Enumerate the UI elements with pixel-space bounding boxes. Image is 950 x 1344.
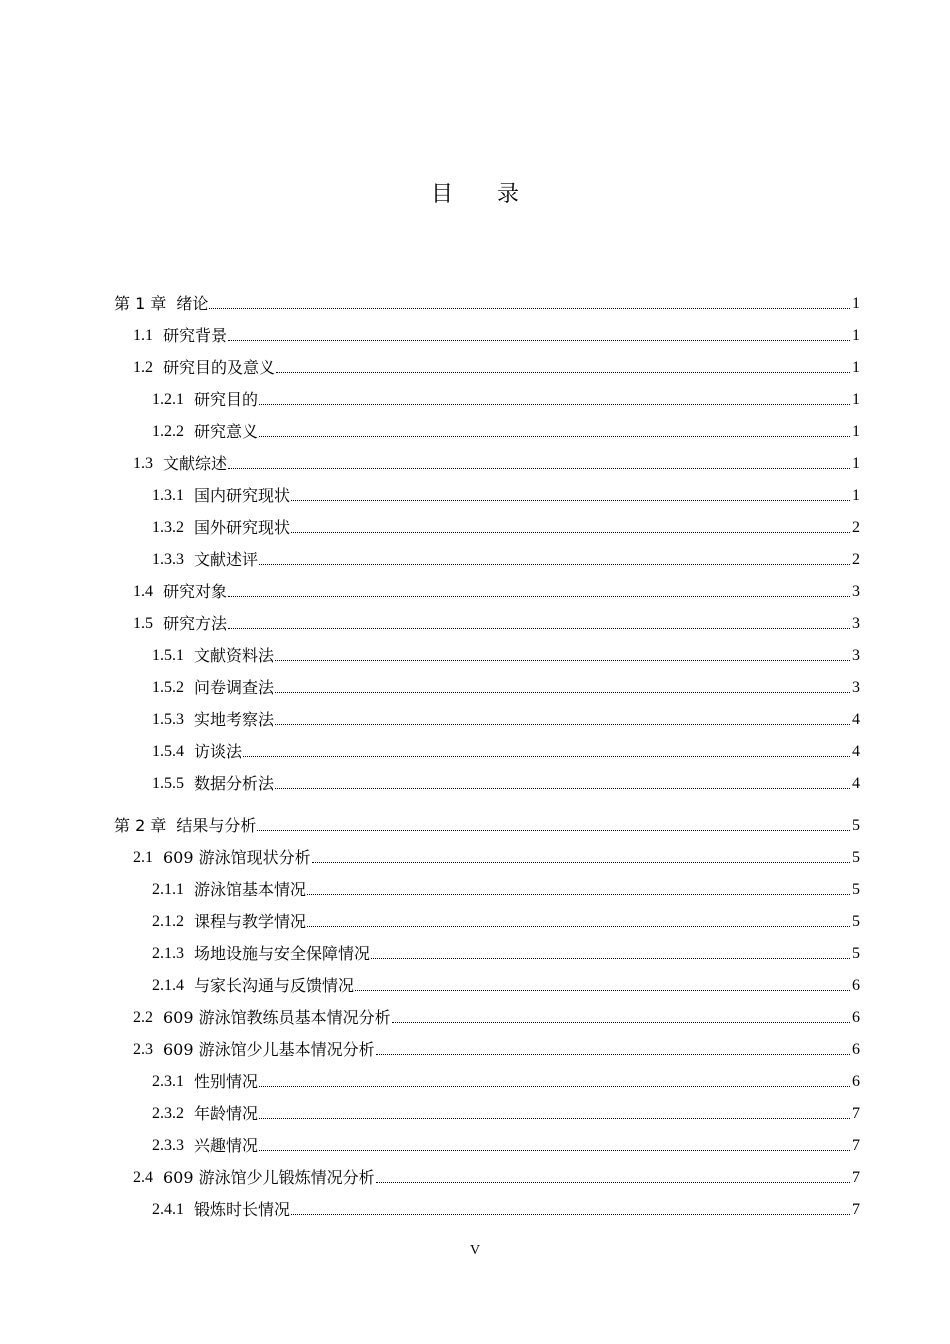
toc-entry[interactable]: [152, 1196, 860, 1220]
toc-dot-leader: [276, 372, 850, 373]
toc-entry-page: 5: [852, 849, 860, 866]
toc-entry[interactable]: [133, 1036, 860, 1060]
toc-dot-leader: [291, 1214, 850, 1215]
toc-dot-leader: [228, 596, 850, 597]
toc-entry-page: 4: [852, 711, 860, 728]
toc-entry-page: 1: [852, 295, 860, 312]
toc-dot-leader: [275, 692, 850, 693]
toc-entry-number: 2.1.4: [152, 977, 184, 994]
toc-entry[interactable]: [133, 322, 860, 346]
toc-entry[interactable]: [152, 642, 860, 666]
toc-dot-leader: [243, 756, 850, 757]
toc-entry-page: 3: [852, 679, 860, 696]
toc-entry[interactable]: [152, 876, 860, 900]
toc-entry-page: 6: [852, 977, 860, 994]
toc-entry-label: 文献资料法: [194, 646, 275, 665]
toc-dot-leader: [376, 1054, 850, 1055]
toc-chapter-entry[interactable]: [114, 290, 860, 314]
toc-entry[interactable]: [152, 674, 860, 698]
toc-entry-number: 1.5.4: [152, 743, 184, 760]
toc-entry-page: 3: [852, 583, 860, 600]
toc-entry-number: 2.2: [133, 1009, 153, 1026]
toc-entry-number: 第 2 章: [114, 816, 167, 835]
toc-dot-leader: [228, 628, 850, 629]
toc-entry-number: 1.3: [133, 455, 153, 472]
toc-entry-label: 实地考察法: [194, 710, 275, 729]
toc-entry-number: 2.1.3: [152, 945, 184, 962]
toc-dot-leader: [355, 990, 850, 991]
toc-entry-number: 1.3.2: [152, 519, 184, 536]
toc-entry[interactable]: [133, 450, 860, 474]
toc-dot-leader: [312, 862, 850, 863]
toc-entry[interactable]: [133, 578, 860, 602]
toc-entry[interactable]: [133, 1164, 860, 1188]
toc-entry-number: 2.4.1: [152, 1201, 184, 1218]
toc-entry-page: 6: [852, 1041, 860, 1058]
toc-entry-number: 2.1.2: [152, 913, 184, 930]
toc-entry-page: 3: [852, 647, 860, 664]
toc-entry-number: 2.3.3: [152, 1137, 184, 1154]
toc-entry-number: 第 1 章: [114, 294, 167, 313]
toc-entry-label: 绪论: [176, 294, 209, 313]
toc-entry[interactable]: [152, 546, 860, 570]
toc-entry-number: 1.1: [133, 327, 153, 344]
toc-entry-number: 1.2.2: [152, 423, 184, 440]
toc-entry[interactable]: [152, 706, 860, 730]
toc-entry-page: 1: [852, 423, 860, 440]
toc-entry-number: 1.5.5: [152, 775, 184, 792]
toc-entry-number: 2.1.1: [152, 881, 184, 898]
toc-entry-number: 2.3.1: [152, 1073, 184, 1090]
toc-dot-leader: [259, 404, 850, 405]
toc-dot-leader: [228, 340, 850, 341]
toc-entry-label: 与家长沟通与反馈情况: [194, 976, 355, 995]
toc-entry-page: 6: [852, 1009, 860, 1026]
toc-dot-leader: [275, 788, 850, 789]
toc-entry-label: 609 游泳馆教练员基本情况分析: [163, 1008, 391, 1027]
toc-entry[interactable]: [133, 610, 860, 634]
toc-entry-page: 1: [852, 359, 860, 376]
toc-entry-label: 研究对象: [163, 582, 228, 601]
toc-entry[interactable]: [152, 1132, 860, 1156]
toc-entry-number: 1.2: [133, 359, 153, 376]
toc-entry-number: 1.5.3: [152, 711, 184, 728]
toc-entry-label: 游泳馆基本情况: [194, 880, 307, 899]
toc-entry-label: 兴趣情况: [194, 1136, 259, 1155]
toc-entry-label: 国外研究现状: [194, 518, 291, 537]
toc-entry-page: 4: [852, 743, 860, 760]
toc-entry-label: 访谈法: [194, 742, 243, 761]
toc-dot-leader: [291, 500, 850, 501]
toc-dot-leader: [392, 1022, 850, 1023]
toc-entry-label: 问卷调查法: [194, 678, 275, 697]
toc-entry-page: 5: [852, 913, 860, 930]
toc-entry-page: 1: [852, 487, 860, 504]
toc-entry-page: 7: [852, 1137, 860, 1154]
toc-entry[interactable]: [152, 940, 860, 964]
toc-dot-leader: [371, 958, 850, 959]
toc-entry-label: 研究背景: [163, 326, 228, 345]
page-number: V: [469, 1243, 481, 1258]
toc-entry-number: 2.3: [133, 1041, 153, 1058]
toc-entry-label: 性别情况: [194, 1072, 259, 1091]
toc-entry-label: 文献述评: [194, 550, 259, 569]
toc-dot-leader: [259, 1150, 850, 1151]
toc-dot-leader: [275, 660, 850, 661]
toc-entry-number: 2.4: [133, 1169, 153, 1186]
toc-entry-label: 年龄情况: [194, 1104, 259, 1123]
toc-entry-page: 2: [852, 551, 860, 568]
toc-entry-label: 研究目的及意义: [163, 358, 276, 377]
toc-entry[interactable]: [152, 1100, 860, 1124]
toc-dot-leader: [209, 308, 850, 309]
toc-entry[interactable]: [152, 908, 860, 932]
toc-entry-label: 研究目的: [194, 390, 259, 409]
toc-dot-leader: [257, 830, 850, 831]
toc-entry[interactable]: [152, 482, 860, 506]
toc-entry-number: 1.5.1: [152, 647, 184, 664]
toc-chapter-entry[interactable]: [114, 812, 860, 836]
toc-entry-number: 1.2.1: [152, 391, 184, 408]
toc-entry-page: 7: [852, 1201, 860, 1218]
toc-dot-leader: [259, 1118, 850, 1119]
toc-entry[interactable]: [152, 770, 860, 794]
page-title: 目录: [430, 182, 563, 207]
toc-entry-page: 5: [852, 817, 860, 834]
toc-entry[interactable]: [152, 386, 860, 410]
toc-entry-page: 2: [852, 519, 860, 536]
toc-entry[interactable]: [152, 418, 860, 442]
toc-entry[interactable]: [133, 844, 860, 868]
toc-entry-label: 609 游泳馆少儿锻炼情况分析: [163, 1168, 375, 1187]
toc-entry[interactable]: [152, 1068, 860, 1092]
toc-entry-page: 6: [852, 1073, 860, 1090]
toc-entry-number: 1.4: [133, 583, 153, 600]
toc-entry-page: 3: [852, 615, 860, 632]
toc-dot-leader: [307, 926, 850, 927]
toc-dot-leader: [259, 564, 850, 565]
toc-entry[interactable]: [152, 972, 860, 996]
toc-entry[interactable]: [152, 738, 860, 762]
toc-entry-label: 文献综述: [163, 454, 228, 473]
toc-entry-number: 1.3.1: [152, 487, 184, 504]
toc-entry[interactable]: [152, 514, 860, 538]
toc-entry-number: 1.5.2: [152, 679, 184, 696]
toc-entry-page: 5: [852, 945, 860, 962]
toc-dot-leader: [259, 1086, 850, 1087]
toc-dot-leader: [275, 724, 850, 725]
toc-entry-page: 4: [852, 775, 860, 792]
toc-entry-page: 1: [852, 391, 860, 408]
toc-entry-number: 2.3.2: [152, 1105, 184, 1122]
toc-entry-label: 研究意义: [194, 422, 259, 441]
toc-entry-label: 609 游泳馆现状分析: [163, 848, 311, 867]
toc-dot-leader: [291, 532, 850, 533]
toc-entry-number: 2.1: [133, 849, 153, 866]
toc-entry-label: 研究方法: [163, 614, 228, 633]
toc-dot-leader: [376, 1182, 850, 1183]
toc-dot-leader: [228, 468, 850, 469]
toc-entry-label: 国内研究现状: [194, 486, 291, 505]
toc-entry-label: 结果与分析: [176, 816, 257, 835]
toc-dot-leader: [259, 436, 850, 437]
toc-entry-page: 1: [852, 455, 860, 472]
toc-entry-page: 7: [852, 1105, 860, 1122]
toc-entry-label: 609 游泳馆少儿基本情况分析: [163, 1040, 375, 1059]
toc-entry-label: 场地设施与安全保障情况: [194, 944, 371, 963]
toc-entry-number: 1.3.3: [152, 551, 184, 568]
toc-entry-number: 1.5: [133, 615, 153, 632]
toc-dot-leader: [307, 894, 850, 895]
toc-entry[interactable]: [133, 354, 860, 378]
toc-entry-page: 7: [852, 1169, 860, 1186]
toc-entry-page: 5: [852, 881, 860, 898]
toc-entry-label: 课程与教学情况: [194, 912, 307, 931]
toc-entry-label: 锻炼时长情况: [194, 1200, 291, 1219]
toc-entry-page: 1: [852, 327, 860, 344]
toc-entry[interactable]: [133, 1004, 860, 1028]
toc-entry-label: 数据分析法: [194, 774, 275, 793]
